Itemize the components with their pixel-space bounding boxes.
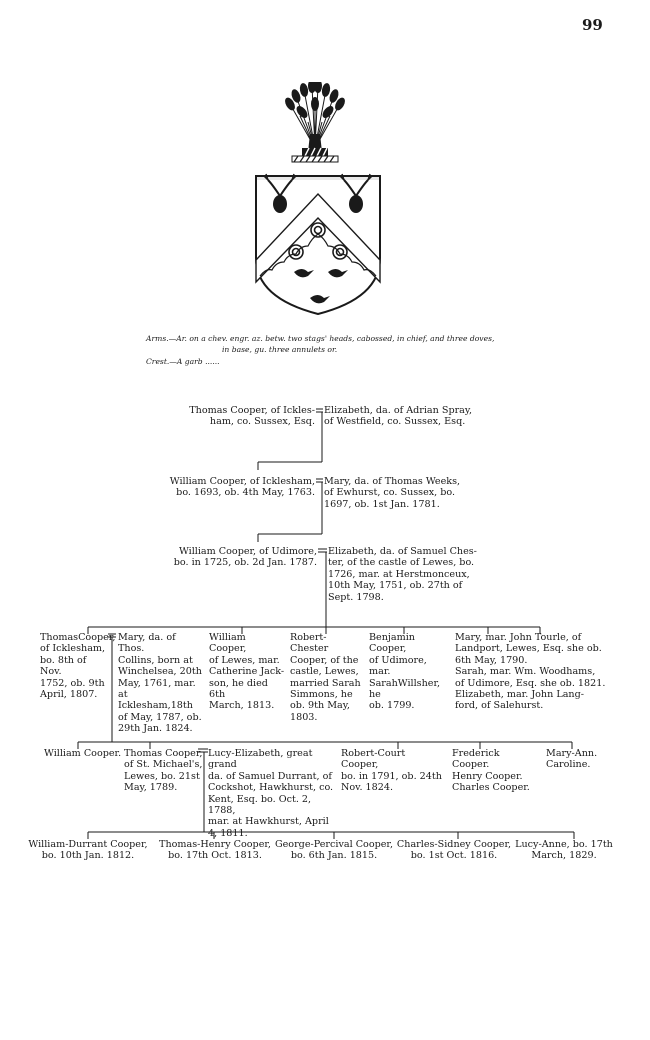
- daughters-mary-sarah-elizabeth-entry: Mary, mar. John Tourle, of Landport, Lewes, Esq. she ob. 6th May, 1790. Sarah, mar. Wm. Woodhams, of Udimore, Esq. she ob. 1821. Elizabeth, mar. John Lang- ford, of Salehurst.: [455, 632, 606, 712]
- elizabeth-spray-entry: Elizabeth, da. of Adrian Spray, of Westfield, co. Sussex, Esq.: [324, 405, 473, 428]
- thomas-cooper-st-michaels-entry: Thomas Cooper, of St. Michael's, Lewes, bo. 21st May, 1789.: [124, 748, 203, 794]
- crest-blazon: Crest.—A garb ......: [146, 357, 220, 366]
- thomas-cooper-entry: Thomas Cooper, of Ickles- ham, co. Sussex, Esq.: [189, 405, 315, 428]
- william-cooper-udimore-entry: William Cooper, of Udimore, bo. in 1725, ob. 2d Jan. 1787.: [173, 546, 317, 569]
- mary-weeks-entry: Mary, da. of Thomas Weeks, of Ewhurst, co. Sussex, bo. 1697, ob. 1st Jan. 1781.: [324, 476, 461, 510]
- mary-collins-entry: Mary, da. of Thos. Collins, born at Winchelsea, 20th May, 1761, mar. at Icklesham,18th of May, 1787, ob. 29th Jan. 1824.: [118, 632, 202, 735]
- robert-chester-cooper-entry: Robert-Chester Cooper, of the castle, Lewes, married Sarah Simmons, he ob. 9th May, 1803.: [290, 632, 361, 723]
- william-cooper-icklesham-entry: William Cooper, of Icklesham, bo. 1693, ob. 4th May, 1763.: [169, 476, 315, 499]
- george-percival-cooper-entry: George-Percival Cooper, bo. 6th Jan. 1815.: [274, 839, 394, 862]
- william-durrant-cooper-entry: William-Durrant Cooper, bo. 10th Jan. 1812.: [28, 839, 148, 862]
- mary-ann-caroline-entry: Mary-Ann. Caroline.: [546, 748, 598, 771]
- lucy-elizabeth-durrant-entry: Lucy-Elizabeth, great grand da. of Samuel Durrant, of Cockshot, Hawkhurst, co. Kent, Esq. bo. Oct. 2, 1788, mar. at Hawkhurst, April 4, 1811.: [208, 748, 334, 839]
- william-cooper-lewes-entry: William Cooper, of Lewes, mar. Catherine Jack- son, he died 6th March, 1813.: [209, 632, 285, 712]
- robert-court-cooper-entry: Robert-Court Cooper, bo. in 1791, ob. 24th Nov. 1824.: [341, 748, 442, 794]
- page-number: 99: [582, 16, 603, 34]
- arms-blazon-continued: in base, gu. three annulets or.: [222, 345, 338, 354]
- benjamin-cooper-entry: Benjamin Cooper, of Udimore, mar. SarahWillsher, he ob. 1799.: [369, 632, 441, 712]
- charles-sidney-cooper-entry: Charles-Sidney Cooper, bo. 1st Oct. 1816.: [396, 839, 512, 862]
- lucy-anne-cooper-entry: Lucy-Anne, bo. 17th March, 1829.: [515, 839, 613, 862]
- elizabeth-chester-entry: Elizabeth, da. of Samuel Ches- ter, of the castle of Lewes, bo. 1726, mar. at Herstmonceux, 10th May, 1751, ob. 27th of Sept. 1798.: [328, 546, 477, 603]
- william-cooper-gen5-entry: William Cooper.: [44, 748, 122, 759]
- frederick-henry-charles-entry: Frederick Cooper. Henry Cooper. Charles Cooper.: [452, 748, 530, 794]
- thomas-henry-cooper-entry: Thomas-Henry Cooper, bo. 17th Oct. 1813.: [159, 839, 271, 862]
- thomas-cooper-1752-entry: ThomasCooper, of Icklesham, bo. 8th of Nov. 1752, ob. 9th April, 1807.: [40, 632, 116, 701]
- arms-blazon: Arms.—Ar. on a chev. engr. az. betw. two stags' heads, cabossed, in chief, and three doves,: [146, 334, 495, 343]
